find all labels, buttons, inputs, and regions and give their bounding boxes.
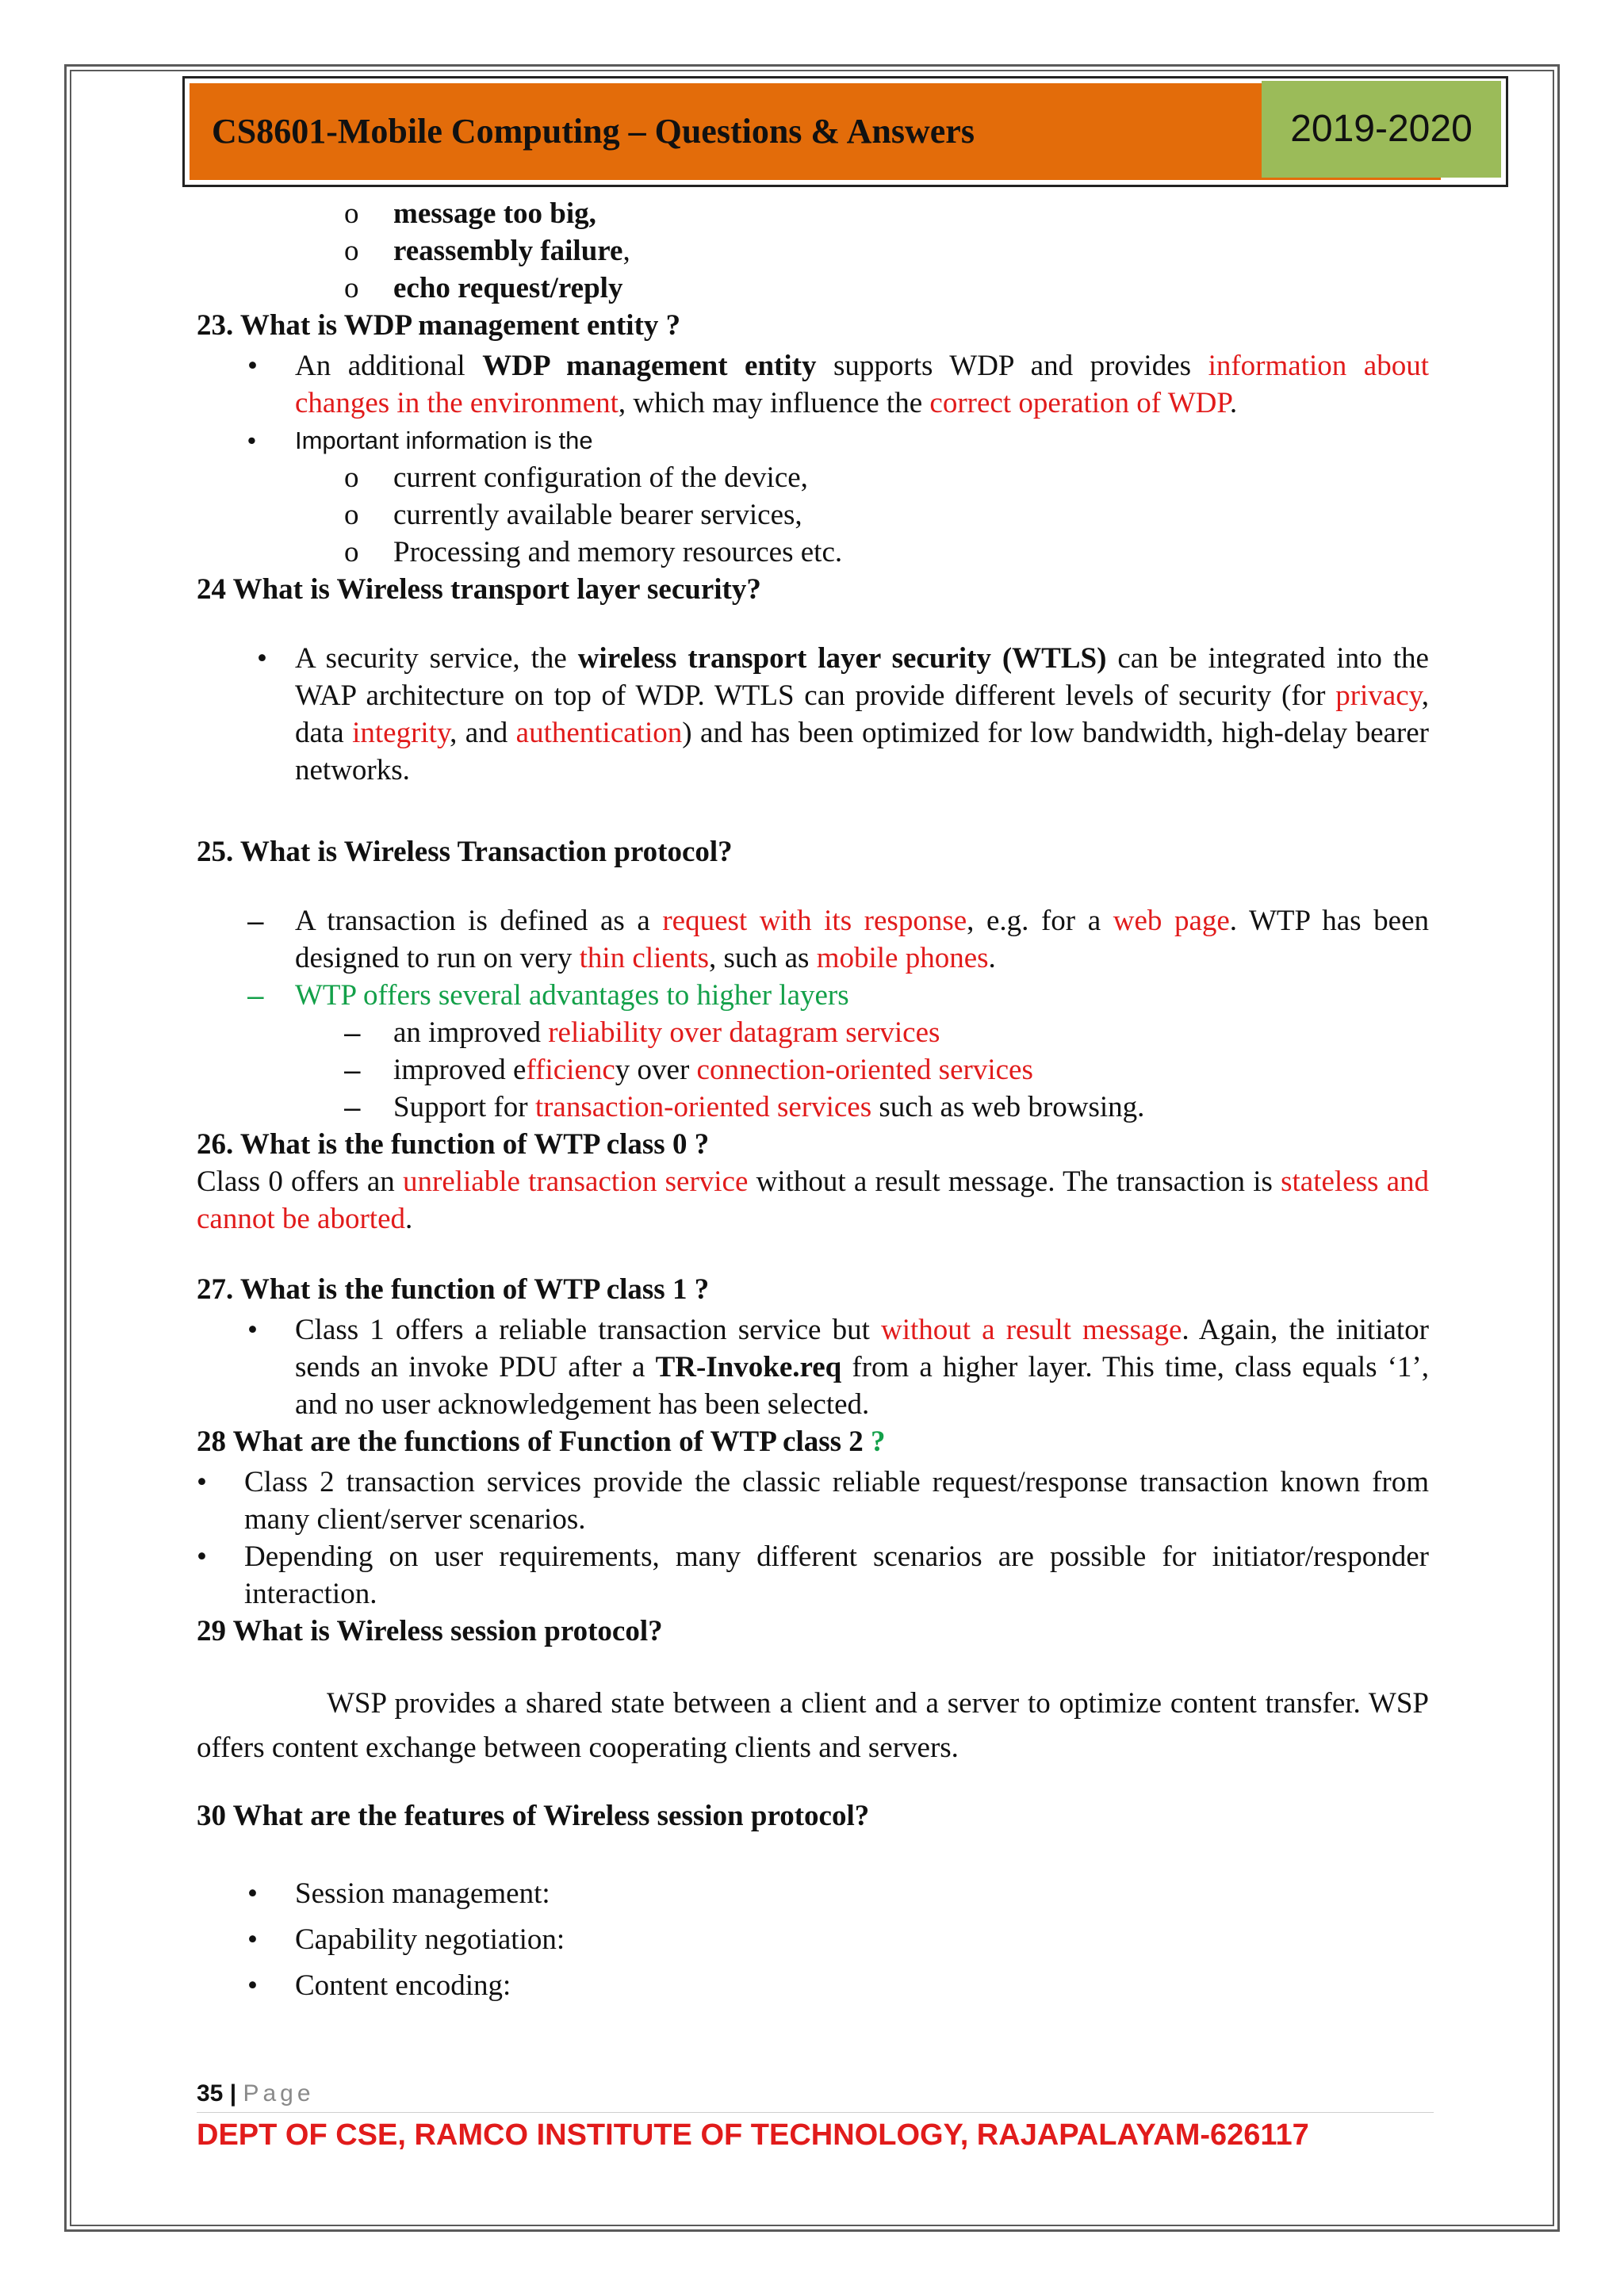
answer-24-bullet: • A security service, the wireless transport layer security (WTLS) can be integrated into the WAP architecture on top of WDP. WTLS can provide different levels of security (for privacy, data integrity, and authentication) and has been optimized for low bandwidth, high-delay bearer networks. xyxy=(257,642,1429,786)
list-item: • Capability negotiation: xyxy=(247,1923,565,1956)
list-item: o currently available bearer services, xyxy=(344,499,802,531)
answer-27-bullet: • Class 1 offers a reliable transaction service but without a result message. Again, the initiator sends an invoke PDU after a TR-Invoke.req from a higher layer. This time, class equals ‘1’, and no user acknowledgement has been selected. xyxy=(247,1314,1429,1421)
footer-department: DEPT OF CSE, RAMCO INSTITUTE OF TECHNOLOGY, RAJAPALAYAM-626117 xyxy=(197,2118,1309,2152)
question-29: 29 What is Wireless session protocol? xyxy=(197,1615,663,1647)
answer-23-bullet-1: • An additional WDP management entity supports WDP and provides information about changes in the environment, which may influence the correct operation of WDP. xyxy=(247,350,1429,419)
page-content xyxy=(197,195,1429,2009)
header-year-cell xyxy=(1262,81,1501,178)
answer-25-bullet-2: – WTP offers several advantages to higher layers xyxy=(247,979,849,1012)
answer-25-bullet-1: – A transaction is defined as a request with its response, e.g. for a web page. WTP has been designed to run on very thin clients, such as mobile phones. xyxy=(247,905,1430,974)
answer-29: WSP provides a shared state between a client and a server to optimize content transfer. WSP offers content exchange between cooperating clients and servers. xyxy=(197,1687,1429,1764)
list-item: o current configuration of the device, xyxy=(344,461,808,494)
list-item: o reassembly failure, xyxy=(344,235,630,267)
question-28: 28 What are the functions of Function of WTP class 2 ? xyxy=(197,1425,886,1458)
answer-26: Class 0 offers an unreliable transaction service without a result message. The transaction is stateless and cannot be aborted. xyxy=(197,1165,1430,1235)
footer-divider xyxy=(197,2112,1434,2113)
list-item: o message too big, xyxy=(344,197,596,230)
list-item: – Support for transaction-oriented services such as web browsing. xyxy=(344,1091,1145,1123)
list-item: – improved efficiency over connection-oriented services xyxy=(344,1054,1033,1086)
question-26: 26. What is the function of WTP class 0 ? xyxy=(197,1128,710,1161)
list-item: • Session management: xyxy=(247,1877,550,1910)
question-24: 24 What is Wireless transport layer security? xyxy=(197,573,761,606)
header-title: CS8601-Mobile Computing – Questions & Answers xyxy=(190,83,1441,180)
answer-23-bullet-2: • Important information is the xyxy=(247,427,593,454)
header-year: 2019-2020 xyxy=(1290,108,1473,150)
question-27: 27. What is the function of WTP class 1 ? xyxy=(197,1273,710,1306)
question-23: 23. What is WDP management entity ? xyxy=(197,309,681,342)
question-30: 30 What are the features of Wireless session protocol? xyxy=(197,1800,870,1832)
list-item: o Processing and memory resources etc. xyxy=(344,536,843,568)
answer-28-bullet-2: • Depending on user requirements, many different scenarios are possible for initiator/responder interaction. xyxy=(197,1540,1429,1610)
page-number: 35 | Page xyxy=(197,2080,315,2107)
list-item: • Content encoding: xyxy=(247,1969,511,2002)
list-item: – an improved reliability over datagram services xyxy=(344,1016,940,1049)
list-item: o echo request/reply xyxy=(344,272,623,304)
question-25: 25. What is Wireless Transaction protocol? xyxy=(197,836,733,868)
answer-28-bullet-1: • Class 2 transaction services provide the classic reliable request/response transaction known from many client/server scenarios. xyxy=(197,1466,1429,1536)
